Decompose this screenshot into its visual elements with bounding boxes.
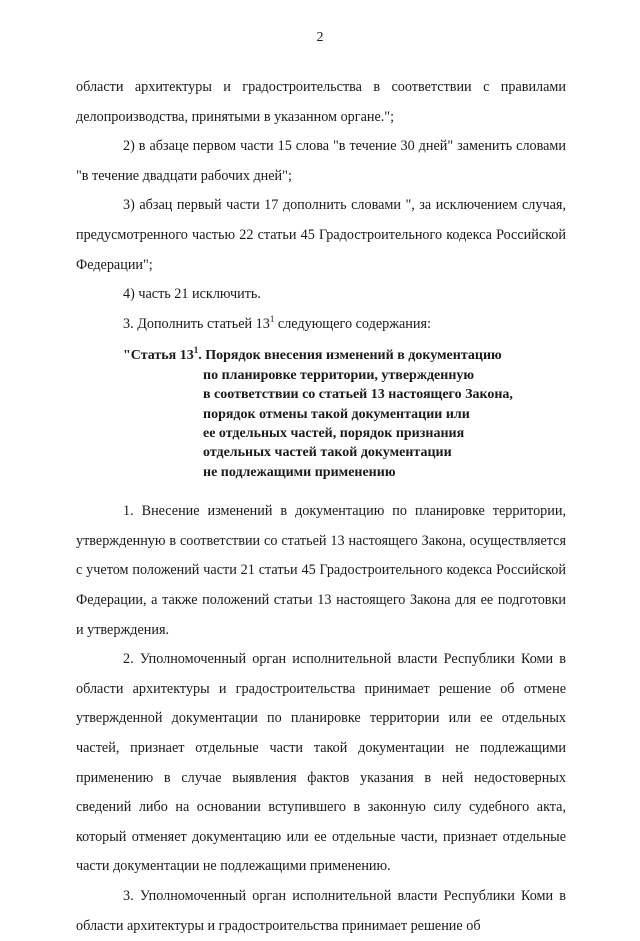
article-title-line-7: не подлежащими применению: [203, 464, 396, 480]
article-title-line-5: ее отдельных частей, порядок признания: [203, 425, 465, 441]
article-title-line-1-rest: . Порядок внесения изменений в документацию: [198, 348, 502, 364]
document-body: [76, 73, 566, 941]
article-part-1: 1. Внесение изменений в документацию по планировке территории, утвержденную в соответствии со статьей 13 настоящего Закона, осуществляется с учетом положений части 21 статьи 45 Градостроительного кодекса Российской Федерации, а также положений статьи 13 настоящего Закона для ее подготовки и утверждения.: [76, 503, 566, 638]
page-number: 2: [316, 30, 324, 45]
article-title: [123, 346, 566, 482]
article-part-2: 2. Уполномоченный орган исполнительной власти Республики Коми в области архитектуры и градостроительства принимает решение об отмене утвержденной документации по планировке территории или ее отдельных частей, признает отдельные части такой документации не подлежащими применению в случае выявления фактов указания в ней недостоверных сведений либо на основании вступившего в законную силу судебного акта, который отменяет документацию или ее отдельные части, признает отдельные части документации не подлежащими применению.: [76, 651, 566, 875]
paragraph-item-3: 3) абзац первый части 17 дополнить словами ", за исключением случая, предусмотренного частью 22 статьи 45 Градостроительного кодекса Российской Федерации";: [76, 197, 566, 273]
section-3-text-pre: 3. Дополнить статьей 13: [123, 315, 270, 332]
article-title-line-6: отдельных частей такой документации: [203, 445, 452, 461]
paragraph-continuation-line-1: области архитектуры и градостроительства в соответствии с правилами: [76, 79, 566, 95]
article-title-line-2: по планировке территории, утвержденную: [203, 367, 475, 383]
article-title-line-1: [123, 346, 566, 365]
paragraph-item-2: 2) в абзаце первом части 15 слова "в течение 30 дней" заменить словами "в течение двадцати рабочих дней";: [76, 138, 566, 184]
paragraph-item-4: 4) часть 21 исключить.: [123, 286, 261, 303]
section-3-superscript: 1: [269, 313, 275, 324]
article-title-prefix: "Статья 13: [123, 348, 194, 364]
article-title-line-3: в соответствии со статьей 13 настоящего Закона,: [203, 387, 513, 403]
article-title-superscript: 1: [193, 345, 199, 356]
article-title-line-4: порядок отмены такой документации или: [203, 406, 470, 422]
paragraph-continuation-line-2: делопроизводства, принятыми в указанном органе.";: [76, 108, 395, 125]
article-part-3: 3. Уполномоченный орган исполнительной власти Республики Коми в области архитектуры и градостроительства принимает решение об: [76, 887, 566, 934]
section-3-text-post: следующего содержания:: [274, 315, 431, 332]
paragraph-section-3: [76, 310, 566, 340]
